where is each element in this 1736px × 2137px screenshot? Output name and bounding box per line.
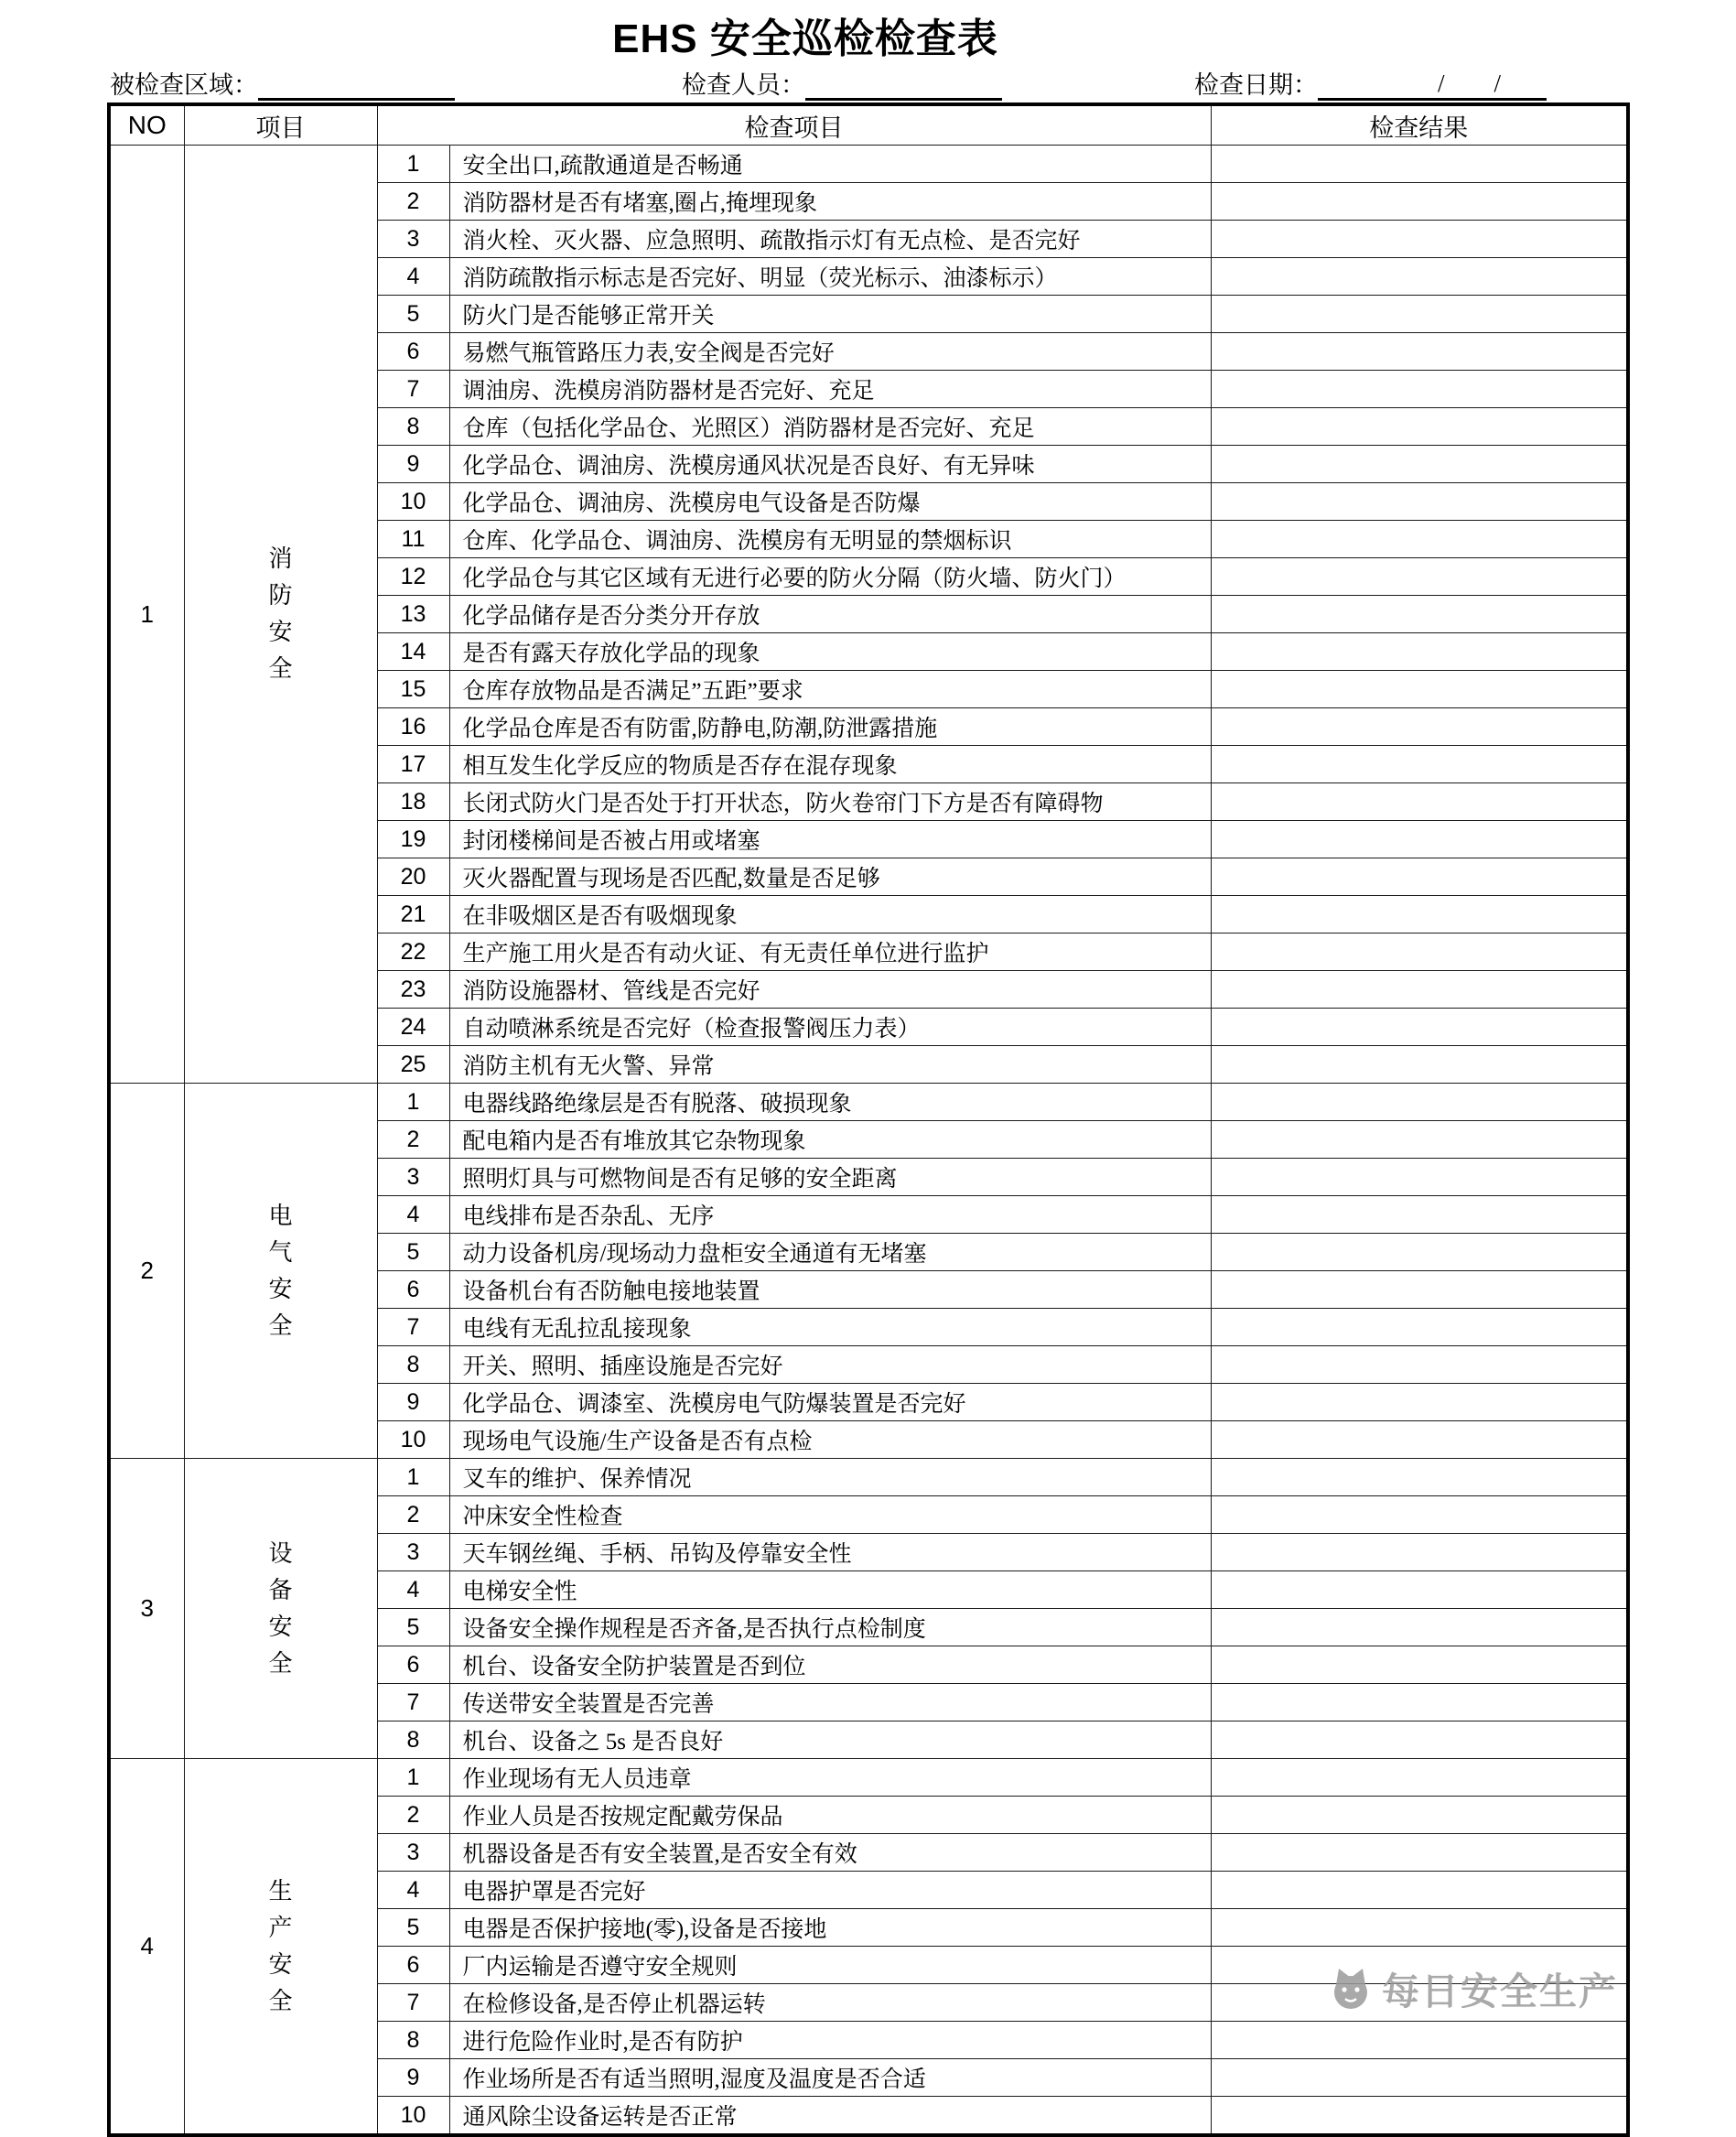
- item-text: 现场电气设施/生产设备是否有点检: [449, 1421, 1211, 1459]
- item-text: 电梯安全性: [449, 1571, 1211, 1609]
- result-cell[interactable]: [1211, 558, 1628, 596]
- item-text: 易燃气瓶管路压力表,安全阀是否完好: [449, 333, 1211, 371]
- result-cell[interactable]: [1211, 783, 1628, 821]
- result-cell[interactable]: [1211, 1046, 1628, 1084]
- item-text: 化学品仓、调油房、洗模房通风状况是否良好、有无异味: [449, 446, 1211, 483]
- header-category: 项目: [184, 104, 377, 146]
- item-text: 开关、照明、插座设施是否完好: [449, 1346, 1211, 1384]
- result-cell[interactable]: [1211, 1646, 1628, 1684]
- result-cell[interactable]: [1211, 858, 1628, 896]
- inspection-date-field: [1194, 65, 1550, 101]
- item-text: 照明灯具与可燃物间是否有足够的安全距离: [449, 1159, 1211, 1196]
- item-number: 1: [377, 1459, 449, 1496]
- item-text: 消防主机有无火警、异常: [449, 1046, 1211, 1084]
- result-cell[interactable]: [1211, 2059, 1628, 2097]
- item-text: 设备机台有否防触电接地装置: [449, 1271, 1211, 1309]
- item-text: 作业场所是否有适当照明,湿度及温度是否合适: [449, 2059, 1211, 2097]
- result-cell[interactable]: [1211, 1234, 1628, 1271]
- item-number: 7: [377, 1684, 449, 1721]
- item-number: 2: [377, 1496, 449, 1534]
- result-cell[interactable]: [1211, 1459, 1628, 1496]
- meta-row: [0, 60, 1736, 101]
- item-number: 7: [377, 371, 449, 408]
- item-text: 化学品仓与其它区域有无进行必要的防火分隔（防火墙、防火门）: [449, 558, 1211, 596]
- table-body: [109, 146, 1628, 2136]
- item-number: 6: [377, 1646, 449, 1684]
- result-cell[interactable]: [1211, 1196, 1628, 1234]
- item-text: 消防器材是否有堵塞,圈占,掩埋现象: [449, 183, 1211, 221]
- section-category: [184, 146, 377, 1084]
- item-text: 相互发生化学反应的物质是否存在混存现象: [449, 746, 1211, 783]
- item-number: 1: [377, 1759, 449, 1797]
- result-cell[interactable]: [1211, 296, 1628, 333]
- item-number: 5: [377, 1909, 449, 1947]
- item-number: 23: [377, 971, 449, 1009]
- item-text: 长闭式防火门是否处于打开状态，防火卷帘门下方是否有障碍物: [449, 783, 1211, 821]
- result-cell[interactable]: [1211, 746, 1628, 783]
- inspector-input[interactable]: [805, 69, 1002, 101]
- section-category-label: 设备安全: [268, 1539, 293, 1677]
- result-cell[interactable]: [1211, 896, 1628, 934]
- item-text: 在非吸烟区是否有吸烟现象: [449, 896, 1211, 934]
- section-number: 2: [109, 1084, 184, 1459]
- section-category-label: 电气安全: [268, 1202, 293, 1339]
- result-cell[interactable]: [1211, 1121, 1628, 1159]
- item-text: 化学品仓、调油房、洗模房电气设备是否防爆: [449, 483, 1211, 521]
- item-text: 配电箱内是否有堆放其它杂物现象: [449, 1121, 1211, 1159]
- section-category: [184, 1084, 377, 1459]
- inspector-label: 检查人员：: [682, 71, 805, 99]
- result-cell[interactable]: [1211, 183, 1628, 221]
- item-text: 电线有无乱拉乱接现象: [449, 1309, 1211, 1346]
- section-number: 4: [109, 1759, 184, 2136]
- item-text: 是否有露天存放化学品的现象: [449, 633, 1211, 671]
- item-number: 20: [377, 858, 449, 896]
- item-text: 设备安全操作规程是否齐备,是否执行点检制度: [449, 1609, 1211, 1646]
- item-text: 防火门是否能够正常开关: [449, 296, 1211, 333]
- item-number: 16: [377, 708, 449, 746]
- item-number: 4: [377, 258, 449, 296]
- result-cell[interactable]: [1211, 333, 1628, 371]
- result-cell[interactable]: [1211, 671, 1628, 708]
- item-text: 电器护罩是否完好: [449, 1872, 1211, 1909]
- item-text: 生产施工用火是否有动火证、有无责任单位进行监护: [449, 934, 1211, 971]
- item-number: 10: [377, 2097, 449, 2136]
- item-number: 3: [377, 1534, 449, 1571]
- item-text: 进行危险作业时,是否有防护: [449, 2022, 1211, 2059]
- item-text: 动力设备机房/现场动力盘柜安全通道有无堵塞: [449, 1234, 1211, 1271]
- section-number: 1: [109, 146, 184, 1084]
- page-title: EHS 安全巡检检查表: [612, 16, 998, 61]
- item-text: 化学品仓、调漆室、洗模房电气防爆装置是否完好: [449, 1384, 1211, 1421]
- result-cell[interactable]: [1211, 1309, 1628, 1346]
- item-text: 机台、设备之 5s 是否良好: [449, 1721, 1211, 1759]
- item-text: 作业现场有无人员违章: [449, 1759, 1211, 1797]
- result-cell[interactable]: [1211, 1384, 1628, 1421]
- item-number: 2: [377, 1121, 449, 1159]
- item-number: 22: [377, 934, 449, 971]
- result-cell[interactable]: [1211, 633, 1628, 671]
- inspection-table: [107, 103, 1630, 2137]
- result-cell[interactable]: [1211, 821, 1628, 858]
- table-row: [109, 1459, 1628, 1496]
- result-cell[interactable]: [1211, 1159, 1628, 1196]
- item-text: 机器设备是否有安全装置,是否安全有效: [449, 1834, 1211, 1872]
- result-cell[interactable]: [1211, 1421, 1628, 1459]
- result-cell[interactable]: [1211, 371, 1628, 408]
- section-number: 3: [109, 1459, 184, 1759]
- item-number: 9: [377, 446, 449, 483]
- result-cell[interactable]: [1211, 258, 1628, 296]
- item-text: 通风除尘设备运转是否正常: [449, 2097, 1211, 2136]
- item-text: 电器线路绝缘层是否有脱落、破损现象: [449, 1084, 1211, 1121]
- result-cell[interactable]: [1211, 1571, 1628, 1609]
- item-number: 8: [377, 2022, 449, 2059]
- result-cell[interactable]: [1211, 483, 1628, 521]
- item-text: 电线排布是否杂乱、无序: [449, 1196, 1211, 1234]
- result-cell[interactable]: [1211, 1084, 1628, 1121]
- section-category-label: 生产安全: [268, 1877, 293, 2014]
- item-number: 6: [377, 1271, 449, 1309]
- item-text: 机台、设备安全防护装置是否到位: [449, 1646, 1211, 1684]
- item-number: 6: [377, 1947, 449, 1984]
- result-cell[interactable]: [1211, 1534, 1628, 1571]
- result-cell[interactable]: [1211, 446, 1628, 483]
- result-cell[interactable]: [1211, 408, 1628, 446]
- inspected-area-field: [110, 65, 455, 101]
- item-number: 5: [377, 1609, 449, 1646]
- table-row: [109, 1084, 1628, 1121]
- header-check-item: 检查项目: [377, 104, 1211, 146]
- result-cell[interactable]: [1211, 221, 1628, 258]
- item-number: 6: [377, 333, 449, 371]
- item-number: 4: [377, 1571, 449, 1609]
- item-number: 2: [377, 183, 449, 221]
- item-text: 调油房、洗模房消防器材是否完好、充足: [449, 371, 1211, 408]
- item-number: 8: [377, 408, 449, 446]
- item-number: 10: [377, 1421, 449, 1459]
- result-cell[interactable]: [1211, 1009, 1628, 1046]
- item-number: 25: [377, 1046, 449, 1084]
- header-no: NO: [109, 104, 184, 146]
- item-number: 5: [377, 1234, 449, 1271]
- item-number: 7: [377, 1309, 449, 1346]
- item-number: 9: [377, 2059, 449, 2097]
- result-cell[interactable]: [1211, 1346, 1628, 1384]
- item-number: 8: [377, 1346, 449, 1384]
- result-cell[interactable]: [1211, 708, 1628, 746]
- item-number: 14: [377, 633, 449, 671]
- item-number: 10: [377, 483, 449, 521]
- result-cell[interactable]: [1211, 934, 1628, 971]
- result-cell[interactable]: [1211, 1872, 1628, 1909]
- table-header-row: [109, 104, 1628, 146]
- item-number: 15: [377, 671, 449, 708]
- table-row: [109, 146, 1628, 183]
- inspector-field: [682, 65, 1002, 101]
- item-number: 17: [377, 746, 449, 783]
- item-text: 仓库、化学品仓、调油房、洗模房有无明显的禁烟标识: [449, 521, 1211, 558]
- result-cell[interactable]: [1211, 1271, 1628, 1309]
- item-number: 7: [377, 1984, 449, 2022]
- inspected-area-input[interactable]: [258, 69, 455, 101]
- result-cell[interactable]: [1211, 1496, 1628, 1534]
- cat-logo-icon: [1327, 1965, 1375, 2013]
- item-number: 3: [377, 1159, 449, 1196]
- item-number: 8: [377, 1721, 449, 1759]
- result-cell[interactable]: [1211, 2097, 1628, 2136]
- item-number: 5: [377, 296, 449, 333]
- item-text: 消防设施器材、管线是否完好: [449, 971, 1211, 1009]
- item-number: 3: [377, 221, 449, 258]
- item-text: 安全出口,疏散通道是否畅通: [449, 146, 1211, 183]
- section-category-label: 消防安全: [268, 545, 293, 682]
- item-number: 21: [377, 896, 449, 934]
- result-cell[interactable]: [1211, 596, 1628, 633]
- item-number: 19: [377, 821, 449, 858]
- result-cell[interactable]: [1211, 521, 1628, 558]
- item-number: 9: [377, 1384, 449, 1421]
- item-text: 自动喷淋系统是否完好（检查报警阀压力表）: [449, 1009, 1211, 1046]
- item-text: 封闭楼梯间是否被占用或堵塞: [449, 821, 1211, 858]
- item-text: 灭火器配置与现场是否匹配,数量是否足够: [449, 858, 1211, 896]
- watermark-text: 每日安全生产: [1382, 1970, 1618, 2013]
- item-number: 3: [377, 1834, 449, 1872]
- result-cell[interactable]: [1211, 146, 1628, 183]
- result-cell[interactable]: [1211, 1721, 1628, 1759]
- item-number: 4: [377, 1196, 449, 1234]
- inspection-date-input[interactable]: / /: [1318, 69, 1547, 101]
- result-cell[interactable]: [1211, 1759, 1628, 1797]
- table-row: [109, 1759, 1628, 1797]
- item-text: 消火栓、灭火器、应急照明、疏散指示灯有无点检、是否完好: [449, 221, 1211, 258]
- result-cell[interactable]: [1211, 2022, 1628, 2059]
- header-check-result: 检查结果: [1211, 104, 1628, 146]
- item-number: 11: [377, 521, 449, 558]
- item-text: 作业人员是否按规定配戴劳保品: [449, 1797, 1211, 1834]
- item-number: 1: [377, 1084, 449, 1121]
- item-text: 冲床安全性检查: [449, 1496, 1211, 1534]
- item-text: 化学品储存是否分类分开存放: [449, 596, 1211, 633]
- item-text: 仓库（包括化学品仓、光照区）消防器材是否完好、充足: [449, 408, 1211, 446]
- watermark: [1327, 1961, 1618, 2015]
- item-text: 仓库存放物品是否满足”五距”要求: [449, 671, 1211, 708]
- item-number: 2: [377, 1797, 449, 1834]
- result-cell[interactable]: [1211, 1834, 1628, 1872]
- inspected-area-label: 被检查区域：: [110, 71, 258, 99]
- item-number: 4: [377, 1872, 449, 1909]
- item-number: 13: [377, 596, 449, 633]
- result-cell[interactable]: [1211, 1684, 1628, 1721]
- item-number: 18: [377, 783, 449, 821]
- result-cell[interactable]: [1211, 1909, 1628, 1947]
- item-text: 厂内运输是否遵守安全规则: [449, 1947, 1211, 1984]
- item-text: 叉车的维护、保养情况: [449, 1459, 1211, 1496]
- section-category: [184, 1459, 377, 1759]
- result-cell[interactable]: [1211, 1797, 1628, 1834]
- item-text: 电器是否保护接地(零),设备是否接地: [449, 1909, 1211, 1947]
- item-text: 化学品仓库是否有防雷,防静电,防潮,防泄露措施: [449, 708, 1211, 746]
- item-text: 消防疏散指示标志是否完好、明显（荧光标示、油漆标示）: [449, 258, 1211, 296]
- inspection-date-label: 检查日期：: [1194, 71, 1318, 99]
- result-cell[interactable]: [1211, 971, 1628, 1009]
- item-number: 24: [377, 1009, 449, 1046]
- section-category: [184, 1759, 377, 2136]
- item-text: 天车钢丝绳、手柄、吊钩及停靠安全性: [449, 1534, 1211, 1571]
- item-text: 传送带安全装置是否完善: [449, 1684, 1211, 1721]
- item-text: 在检修设备,是否停止机器运转: [449, 1984, 1211, 2022]
- item-number: 12: [377, 558, 449, 596]
- item-number: 1: [377, 146, 449, 183]
- result-cell[interactable]: [1211, 1609, 1628, 1646]
